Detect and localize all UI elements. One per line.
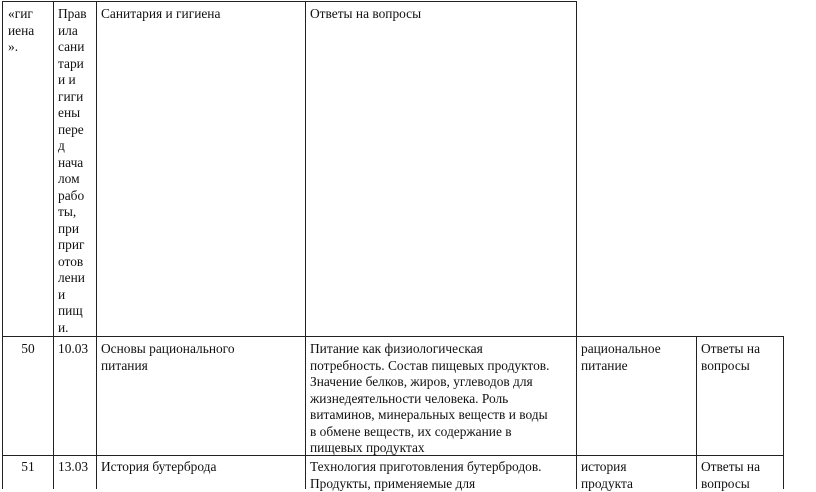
border-top (2, 1, 577, 2)
row-0-content: Санитария и гигиена (101, 6, 221, 21)
border-row-1 (2, 336, 784, 337)
row-2-terms: история продукта (581, 459, 633, 491)
border-left (2, 1, 3, 489)
row-0-date: «гиг иена ». (8, 6, 35, 54)
row-1-number: 50 (21, 341, 35, 356)
row-2-number: 51 (21, 459, 35, 474)
border-col-1 (53, 1, 54, 489)
row-0-topic: Прав ила сани тари и и гиги ены пере д нача лом рабо ты, при приг отов лени и пищ и. (58, 6, 87, 334)
row-2-date: 13.03 (58, 459, 89, 474)
row-1-date: 10.03 (58, 341, 89, 356)
row-1-topic: Основы рационального питания (101, 341, 235, 373)
row-1-content: Питание как физиологическая потребность. Состав пищевых продуктов. Значение белков, жиров, углеводов для жизнедеятельности человека. Роль витаминов, минеральных веществ и воды в обмене веществ, их содержание в пищевых продуктах (310, 341, 550, 455)
border-col-4 (576, 1, 577, 489)
border-right (783, 336, 784, 489)
row-2-topic: История бутерброда (101, 459, 217, 474)
row-1-terms: рациональное питание (581, 341, 661, 373)
border-col-2 (96, 1, 97, 489)
border-col-3 (305, 1, 306, 489)
border-col-5 (696, 336, 697, 489)
row-0-terms: Ответы на вопросы (310, 6, 422, 21)
row-2-control: Ответы на вопросы (701, 459, 761, 491)
row-2-content: Технология приготовления бутербродов. Продукты, применяемые для (310, 459, 542, 491)
row-1-control: Ответы на вопросы (701, 341, 761, 373)
